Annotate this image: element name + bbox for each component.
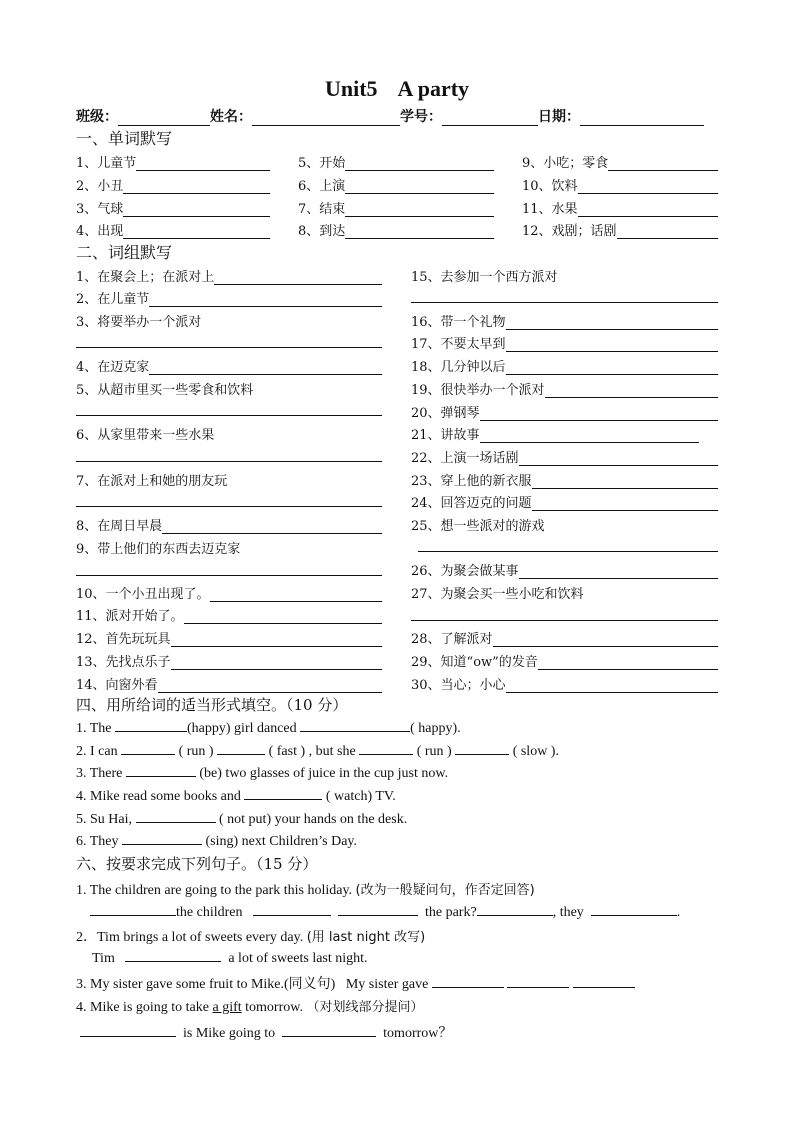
phrase-item: 12、首先玩玩具	[76, 628, 382, 647]
date-field[interactable]	[580, 111, 704, 126]
word-item: 2、小丑	[76, 175, 270, 194]
phrase-item: 2、在儿童节	[76, 288, 382, 307]
answer-blank[interactable]	[80, 1024, 176, 1037]
answer-blank[interactable]	[591, 903, 677, 916]
answer-line[interactable]	[214, 272, 382, 285]
word-item: 3、气球	[76, 198, 270, 217]
answer-blank[interactable]	[136, 810, 216, 823]
answer-line[interactable]	[411, 302, 718, 303]
answer-line[interactable]	[345, 181, 494, 194]
rewrite-answer-1: the children the park? , they .	[90, 903, 680, 921]
phrase-item: 27、为聚会买一些小吃和饮料	[411, 587, 584, 602]
class-field[interactable]	[118, 111, 210, 126]
page-title	[0, 76, 794, 102]
answer-line[interactable]	[480, 430, 699, 443]
phrase-item: 5、从超市里买一些零食和饮料	[76, 383, 254, 398]
answer-blank[interactable]	[90, 903, 176, 916]
answer-line[interactable]	[149, 362, 382, 375]
fill-question-3: 3. There (be) two glasses of juice in the cup just now.	[76, 766, 449, 781]
phrase-item: 28、了解派对	[411, 628, 718, 647]
answer-line[interactable]	[171, 657, 382, 670]
word-item: 8、到达	[298, 220, 494, 239]
phrase-item: 29、知道“ow”的发音	[411, 651, 718, 670]
answer-line[interactable]	[345, 226, 494, 239]
answer-line[interactable]	[578, 181, 718, 194]
phrase-item: 7、在派对上和她的朋友玩	[76, 474, 228, 489]
answer-line[interactable]	[162, 521, 382, 534]
word-item: 11、水果	[522, 198, 718, 217]
section4-heading: 四、用所给词的适当形式填空。（10 分）	[76, 696, 348, 714]
answer-line[interactable]	[506, 680, 718, 693]
phrase-item: 24、回答迈克的问题	[411, 492, 718, 511]
answer-line[interactable]	[480, 408, 718, 421]
answer-blank[interactable]	[477, 903, 553, 916]
answer-line[interactable]	[532, 498, 718, 511]
title-name: A party	[397, 76, 470, 101]
student-id-field[interactable]	[442, 111, 538, 126]
answer-blank[interactable]	[122, 832, 202, 845]
phrase-item: 22、上演一场话剧	[411, 447, 718, 466]
answer-line[interactable]	[418, 551, 718, 552]
rewrite-question-3: 3. My sister gave some fruit to Mike.(同义句) My sister gave	[76, 973, 635, 993]
phrase-item: 20、弹钢琴	[411, 402, 718, 421]
answer-line[interactable]	[545, 385, 718, 398]
word-item: 4、出现	[76, 220, 270, 239]
phrase-item: 4、在迈克家	[76, 356, 382, 375]
fill-question-4: 4. Mike read some books and ( watch) TV.	[76, 789, 396, 804]
answer-blank[interactable]	[121, 742, 175, 755]
answer-line[interactable]	[76, 461, 382, 462]
class-label: 班级：	[76, 109, 118, 125]
phrase-item: 11、派对开始了。	[76, 605, 382, 624]
answer-blank[interactable]	[573, 975, 635, 988]
answer-blank[interactable]	[300, 719, 410, 732]
phrase-item: 17、不要太早到	[411, 333, 718, 352]
answer-blank[interactable]	[244, 787, 322, 800]
word-item: 12、戏剧；话剧	[522, 220, 718, 239]
word-item: 5、开始	[298, 152, 494, 171]
answer-line[interactable]	[76, 415, 382, 416]
title-unit: Unit5	[324, 76, 378, 101]
answer-line[interactable]	[158, 680, 382, 693]
answer-blank[interactable]	[455, 742, 509, 755]
answer-blank[interactable]	[115, 719, 187, 732]
answer-line[interactable]	[76, 575, 382, 576]
phrase-item: 21、讲故事	[411, 424, 699, 443]
answer-blank[interactable]	[125, 949, 221, 962]
answer-line[interactable]	[506, 339, 718, 352]
section1-heading: 一、单词默写	[76, 129, 173, 148]
answer-line[interactable]	[123, 226, 270, 239]
answer-blank[interactable]	[507, 975, 569, 988]
phrase-item: 6、从家里带来一些水果	[76, 428, 215, 443]
word-item: 1、儿童节	[76, 152, 270, 171]
word-item: 9、小吃；零食	[522, 152, 718, 171]
answer-line[interactable]	[519, 453, 718, 466]
word-item: 7、结束	[298, 198, 494, 217]
answer-blank[interactable]	[253, 903, 331, 916]
name-field[interactable]	[252, 111, 400, 126]
word-item: 10、饮料	[522, 175, 718, 194]
underlined-phrase: a gift	[212, 1000, 242, 1015]
answer-blank[interactable]	[432, 975, 504, 988]
answer-blank[interactable]	[282, 1024, 376, 1037]
phrase-item: 3、将要举办一个派对	[76, 315, 202, 330]
answer-line[interactable]	[506, 362, 718, 375]
phrase-item: 15、去参加一个西方派对	[411, 270, 558, 285]
answer-blank[interactable]	[359, 742, 413, 755]
phrase-item: 13、先找点乐子	[76, 651, 382, 670]
phrase-item: 25、想一些派对的游戏	[411, 519, 545, 534]
answer-line[interactable]	[171, 634, 382, 647]
answer-line[interactable]	[608, 158, 718, 171]
answer-line[interactable]	[538, 657, 718, 670]
answer-blank[interactable]	[126, 764, 196, 777]
rewrite-answer-2: Tim a lot of sweets last night.	[92, 951, 368, 966]
phrase-item: 18、几分钟以后	[411, 356, 718, 375]
phrase-item: 8、在周日早晨	[76, 515, 382, 534]
phrase-item: 10、一个小丑出现了。	[76, 583, 382, 602]
answer-line[interactable]	[123, 204, 270, 217]
rewrite-answer-4: is Mike going to tomorrow？	[80, 1022, 452, 1042]
answer-line[interactable]	[345, 204, 494, 217]
phrase-item: 19、很快举办一个派对	[411, 379, 718, 398]
phrase-item: 26、为聚会做某事	[411, 560, 718, 579]
answer-line[interactable]	[76, 347, 382, 348]
answer-line[interactable]	[149, 294, 382, 307]
phrase-item: 30、当心；小心	[411, 674, 718, 693]
rewrite-question-2: 2．Tim brings a lot of sweets every day. (用 last night 改写)	[76, 930, 426, 945]
fill-question-5: 5. Su Hai, ( not put) your hands on the desk.	[76, 812, 408, 827]
fill-question-2: 2. I can ( run ) ( fast ) , but she ( run ) ( slow ).	[76, 744, 559, 759]
date-label: 日期：	[538, 109, 580, 125]
answer-line[interactable]	[532, 476, 718, 489]
student-info-row	[76, 106, 718, 126]
answer-blank[interactable]	[217, 742, 265, 755]
phrase-item: 14、向窗外看	[76, 674, 382, 693]
answer-line[interactable]	[506, 317, 718, 330]
name-label: 姓名：	[210, 109, 252, 125]
rewrite-question-1: 1. The children are going to the park this holiday. (改为一般疑问句，作否定回答)	[76, 883, 535, 898]
answer-line[interactable]	[493, 634, 718, 647]
rewrite-question-4: 4. Mike is going to take a gift tomorrow. （对划线部分提问）	[76, 1000, 424, 1015]
section2-heading: 二、词组默写	[76, 243, 173, 262]
answer-line[interactable]	[578, 204, 718, 217]
answer-line[interactable]	[210, 589, 382, 602]
answer-line[interactable]	[411, 620, 718, 621]
answer-line[interactable]	[519, 566, 718, 579]
fill-question-6: 6. They (sing) next Children’s Day.	[76, 834, 358, 849]
word-item: 6、上演	[298, 175, 494, 194]
answer-line[interactable]	[76, 506, 382, 507]
student-id-label: 学号：	[400, 109, 442, 125]
answer-line[interactable]	[123, 181, 270, 194]
phrase-item: 16、带一个礼物	[411, 311, 718, 330]
answer-line[interactable]	[617, 226, 718, 239]
answer-line[interactable]	[184, 611, 382, 624]
phrase-item: 23、穿上他的新衣服	[411, 470, 718, 489]
phrase-item: 9、带上他们的东西去迈克家	[76, 542, 241, 557]
phrase-item: 1、在聚会上；在派对上	[76, 266, 382, 285]
fill-question-1: 1. The (happy) girl danced ( happy).	[76, 721, 461, 736]
section6-heading: 六、按要求完成下列句子。（15 分）	[76, 855, 318, 873]
answer-blank[interactable]	[338, 903, 418, 916]
answer-line[interactable]	[345, 158, 494, 171]
answer-line[interactable]	[136, 158, 270, 171]
